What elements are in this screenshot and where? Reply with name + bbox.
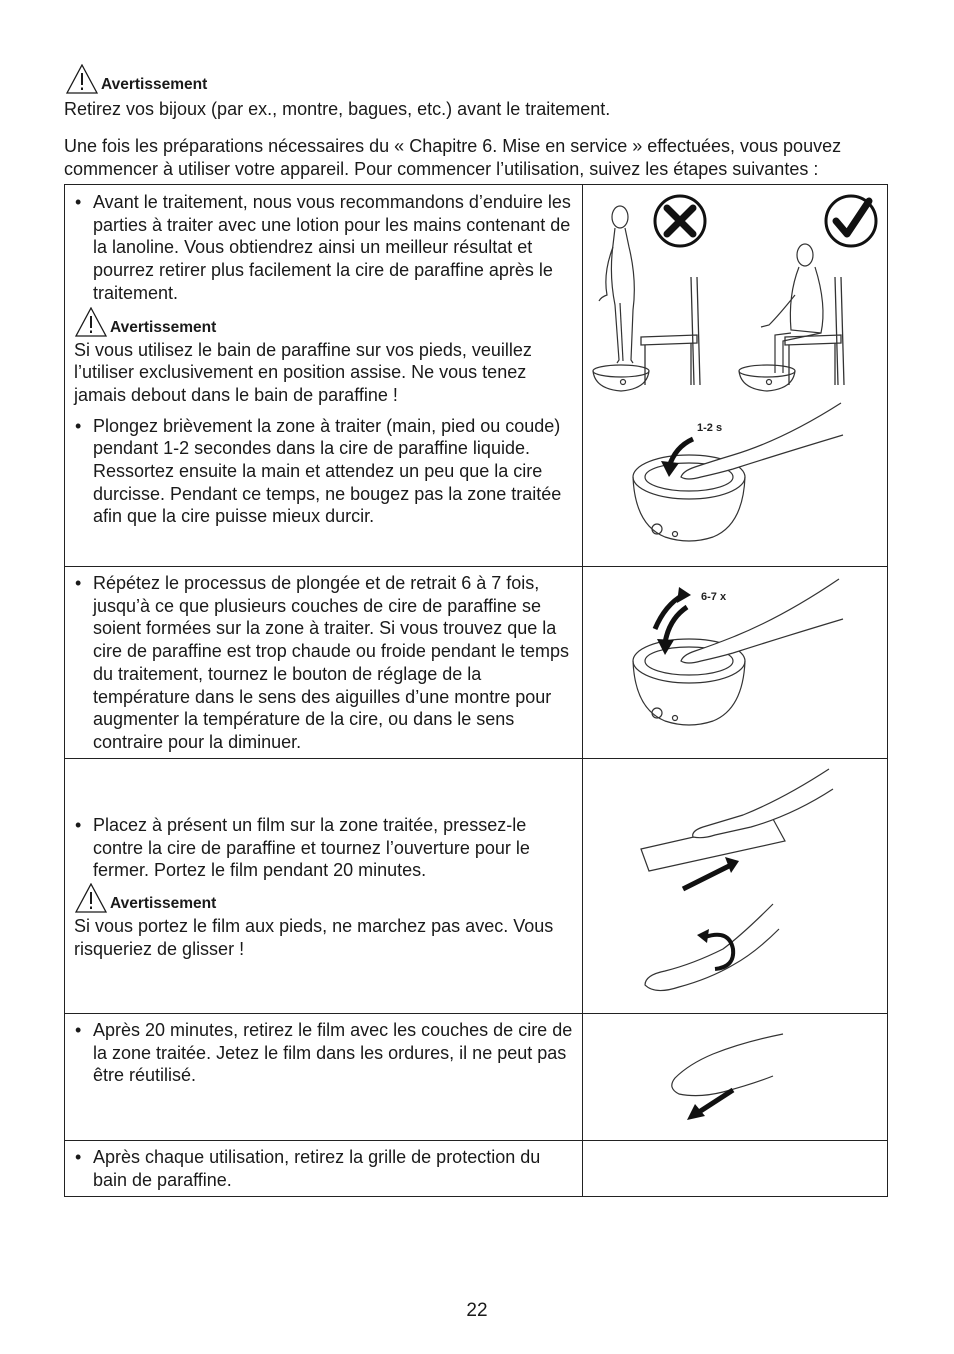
row-4-text-cell: [65, 1014, 583, 1141]
repeat-label: 6-7 x: [701, 591, 727, 603]
warning-title: Avertissement: [101, 76, 208, 93]
list-item: • Répétez le processus de plongée et de retrait 6 à 7 fois, jusqu’à ce que plusieurs couches de cire de paraffine se soient formées sur la zone à traiter. Si vous trouvez que la cire de paraffine est trop chaude ou froide pendant le temps du traitement, tournez le bouton de réglage de la température dans le sens des aiguilles d’une montre pour augmenter la température de la cire, ou dans le sens contraire pour la diminuer.: [65, 572, 582, 754]
duration-label: 1-2 s: [697, 422, 723, 434]
top-warning-heading: [66, 64, 207, 94]
row-1-text-cell: [65, 185, 583, 567]
table-row: [65, 567, 888, 759]
page-number: 22: [466, 1300, 488, 1321]
seated-vs-standing-illustration: [583, 185, 887, 567]
list-item: • Après 20 minutes, retirez le film avec les couches de cire de la zone traitée. Jetez le film dans les ordures, il ne peut pas être réutilisé.: [65, 1019, 582, 1087]
intro-line-2: commencer à utiliser votre appareil. Pour commencer l’utilisation, suivez les étapes suivantes :: [64, 159, 819, 179]
row-1-warning-text: Si vous utilisez le bain de paraffine sur vos pieds, veuillez l’utiliser exclusivement en position assise. Ne vous tenez jamais debout dans le bain de paraffine !: [74, 339, 532, 405]
row-2-text-cell: [65, 567, 583, 759]
arrow-head: [677, 587, 691, 603]
row-3-warning-text: Si vous portez le film aux pieds, ne marchez pas avec. Vous risqueriez de glisser !: [74, 916, 554, 959]
table-row: [65, 1014, 888, 1141]
row-3-warning-heading: [65, 883, 582, 913]
step-text: Répétez le processus de plongée et de retrait 6 à 7 fois, jusqu’à ce que plusieurs couches de cire de paraffine se soient formées sur la zone à traiter. Si vous trouvez que la cire de paraffine est trop chaude ou froide pendant le temps du traitement, tournez le bouton de réglage de la température dans le sens des aiguilles d’une montre pour augmenter la température de la cire, ou dans le sens contraire pour la diminuer.: [93, 573, 569, 752]
arrow-head: [661, 461, 679, 477]
foot-bath: [593, 365, 649, 391]
list-item: • Après chaque utilisation, retirez la grille de protection du bain de paraffine.: [65, 1146, 582, 1191]
step-text: Placez à présent un film sur la zone traitée, pressez-le contre la cire de paraffine et tournez l’ouverture pour le fermer. Portez le film pendant 20 minutes.: [93, 815, 530, 881]
step-text: Après 20 minutes, retirez le film avec les couches de cire de la zone traitée. Jetez le film dans les ordures, il ne peut pas être réutilisé.: [93, 1020, 573, 1086]
arrow-head: [697, 929, 709, 943]
step-text: Avant le traitement, nous vous recommandons d’enduire les parties à traiter avec une lotion pour les mains contenant de la lanoline. Vous obtiendrez ainsi un meilleur résultat et pourrez retirer plus facilement la cire de paraffine après le traitement.: [93, 192, 571, 303]
top-warning-text: Retirez vos bijoux (par ex., montre, bagues, etc.) avant le traitement.: [64, 99, 611, 119]
seated-person: [761, 244, 823, 373]
right-arrow-icon: [683, 865, 731, 889]
steps-table: [64, 184, 888, 1197]
row-3-image-cell: [583, 759, 888, 1014]
hand-arm: [681, 403, 843, 479]
row-1-warning-heading: [65, 307, 582, 337]
row-2-image-cell: [583, 567, 888, 759]
standing-person: [599, 206, 634, 363]
table-row: [65, 185, 888, 567]
chair: [641, 277, 700, 385]
table-row: [65, 759, 888, 1014]
wrapped-hand: [645, 904, 779, 991]
row-3-text-cell: [65, 759, 583, 1014]
list-item: • Plongez brièvement la zone à traiter (main, pied ou coude) pendant 1-2 secondes dans la cire de paraffine liquide. Ressortez ensuite la main et attendez un peu que la cire durcisse. Pendant ce temps, ne bougez pas la zone traitée afin que la cire puisse mieux durcir.: [65, 415, 582, 529]
step-text: Après chaque utilisation, retirez la grille de protection du bain de paraffine.: [93, 1147, 541, 1190]
row-5-image-cell: [583, 1141, 888, 1197]
step-text: Plongez brièvement la zone à traiter (main, pied ou coude) pendant 1-2 secondes dans la cire de paraffine liquide. Ressortez ensuite la main et attendez un peu que la cire durcisse. Pendant ce temps, ne bougez pas la zone traitée afin que la cire puisse mieux durcir.: [93, 415, 562, 527]
foot-bath: [739, 365, 795, 391]
warning-triangle-icon: [66, 64, 98, 94]
intro-line-1: Une fois les préparations nécessaires du « Chapitre 6. Mise en service » effectuées, vous pouvez: [64, 136, 842, 156]
warning-triangle-icon: [75, 307, 107, 337]
row-5-text-cell: [65, 1141, 583, 1197]
row-4-image-cell: [583, 1014, 888, 1141]
cross-icon: [655, 196, 705, 246]
warning-triangle-icon: [75, 883, 107, 913]
check-icon: [826, 196, 876, 246]
repeat-dip-illustration: [583, 567, 887, 759]
warning-title: Avertissement: [110, 895, 217, 913]
film-wrap-illustration: [583, 759, 887, 1014]
list-item: • Placez à présent un film sur la zone traitée, pressez-le contre la cire de paraffine et tournez l’ouverture pour le fermer. Portez le film pendant 20 minutes.: [65, 814, 582, 882]
row-1-image-cell: [583, 185, 888, 567]
warning-title: Avertissement: [110, 318, 217, 336]
down-arrow-icon: [665, 607, 687, 643]
hand-arm: [672, 1034, 783, 1096]
table-row: [65, 1141, 888, 1197]
film-removal-illustration: [583, 1014, 887, 1141]
arrow-head: [657, 639, 674, 655]
list-item: • Avant le traitement, nous vous recommandons d’enduire les parties à traiter avec une lotion pour les mains contenant de la lanoline. Vous obtiendrez ainsi un meilleur résultat et pourrez retirer plus facilement la cire de paraffine après le traitement.: [65, 191, 582, 305]
